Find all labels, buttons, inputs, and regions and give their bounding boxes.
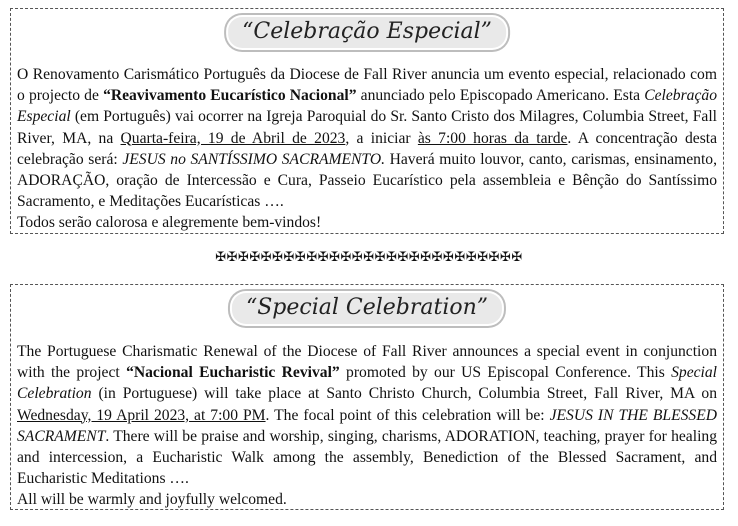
- english-announcement-box: [10, 284, 724, 510]
- pt-focal-point: JESUS no SANTÍSSIMO SACRAMENTO.: [122, 150, 385, 168]
- pt-text-5: . A concentração desta celebração será:: [17, 129, 718, 168]
- pt-closing-line: Todos serão calorosa e alegremente bem-vindos!: [17, 214, 322, 232]
- en-text-4: . The focal point of this celebration will be:: [265, 406, 550, 424]
- en-event-date-time: Wednesday, 19 April 2023, at 7:00 PM: [17, 406, 266, 424]
- pt-text-2: anunciado pelo Episcopado Americano. Esta: [356, 87, 645, 105]
- en-text-3: (in Portuguese) will take place at Santo Christo Church, Columbia Street, Fall River, MA on: [91, 385, 717, 403]
- pt-event-time: às 7:00 horas da tarde: [417, 129, 568, 147]
- pt-text-1: O Renovamento Carismático Português da Diocese de Fall River anuncia um evento especial, relacionado com o projecto de: [17, 66, 717, 105]
- english-title: “Special Celebration”: [232, 293, 502, 324]
- en-text-2: promoted by our US Episcopal Conference. This: [339, 364, 672, 382]
- pt-celebration-name: Celebração Especial: [17, 87, 717, 126]
- pt-project-name: “Reavivamento Eucarístico Nacional”: [103, 87, 357, 105]
- portuguese-body: [17, 64, 717, 234]
- en-focal-point: JESUS IN THE BLESSED SACRAMENT: [17, 406, 718, 445]
- en-text-1: The Portuguese Charismatic Renewal of the Diocese of Fall River announces a special event in conjunction with the project: [17, 343, 717, 382]
- english-body: [17, 341, 717, 511]
- en-celebration-name: Special Celebration: [17, 364, 718, 403]
- en-project-name: “Nacional Eucharistic Revival”: [126, 364, 340, 382]
- en-closing-line: All will be warmly and joyfully welcomed.: [17, 491, 287, 509]
- portuguese-title: “Celebração Especial”: [228, 17, 506, 48]
- portuguese-announcement-box: [10, 8, 724, 234]
- cross-ornament-divider: ✠✠✠✠✠✠✠✠✠✠✠✠✠✠✠✠✠✠✠✠✠✠✠✠✠✠✠: [215, 250, 523, 265]
- pt-event-date: Quarta-feira, 19 de Abril de 2023: [120, 129, 346, 147]
- pt-text-4: , a iniciar: [345, 129, 418, 147]
- pt-text-3: (em Português) vai ocorrer na Igreja Paroquial do Sr. Santo Cristo dos Milagres, Columbia Street, Fall River, MA, na: [17, 108, 717, 147]
- en-text-5: . There will be praise and worship, singing, charisms, ADORATION, teaching, prayer for healing and intercession, a Eucharistic Walk among the assembly, Benediction of the Blessed Sacrament, and Eucharistic Meditations ….: [17, 427, 717, 488]
- pt-text-6: Haverá muito louvor, canto, carismas, ensinamento, ADORAÇÃO, oração de Intercessão e Cura, Passeio Eucarístico pela assembleia e Bênção do Santíssimo Sacramento, e Meditações Eucarísticas ….: [17, 150, 717, 211]
